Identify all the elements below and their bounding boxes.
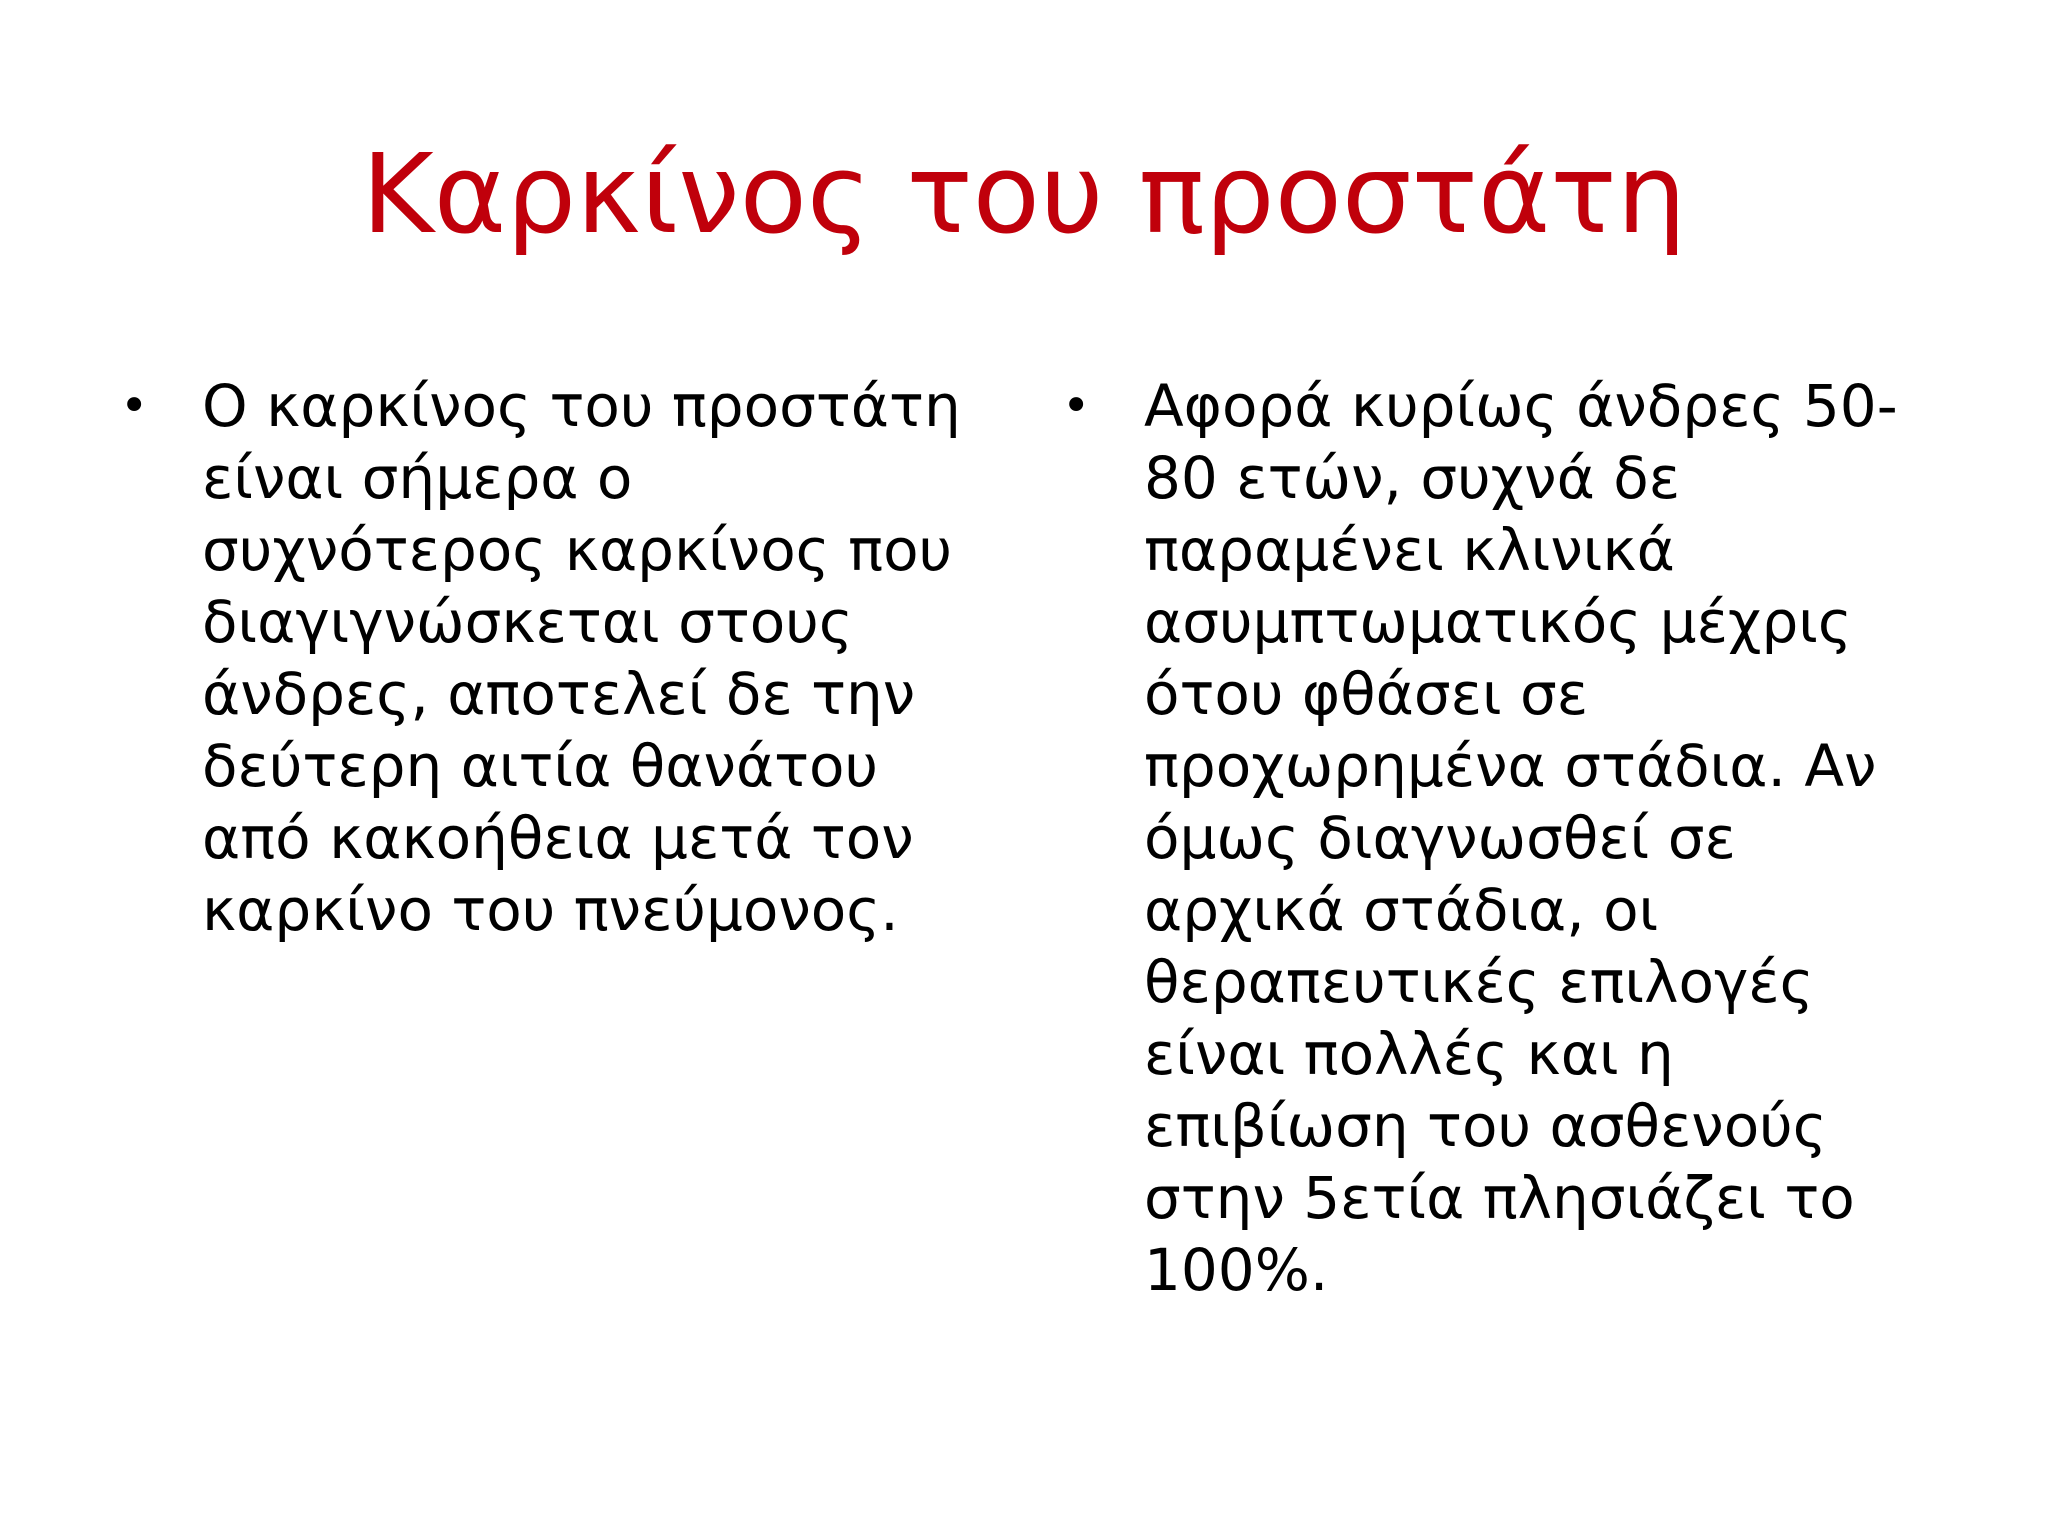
right-column — [1062, 370, 1962, 1306]
slide-title: Καρκίνος του προστάτη — [361, 130, 1687, 258]
left-column — [120, 370, 1000, 946]
right-bullet-text: Αφορά κυρίως άνδρες 50- 80 ετών, συχνά δε παραμένει κλινικά ασυμπτωματικός μέχρις ότου φθάσει σε προχωρημένα στάδια. Αν όμως διαγνωσθεί σε αρχικά στάδια, οι θεραπευτικές επιλογές είναι πολλές και η επιβίωση του ασθενούς στην 5ετία πλησιάζει το 100%. — [1144, 372, 1898, 1304]
bullet-icon: • — [120, 378, 149, 434]
bullet-icon: • — [1062, 378, 1091, 434]
bullet-item-left — [120, 370, 1000, 946]
left-bullet-text: Ο καρκίνος του προστάτη είναι σήμερα ο συχνότερος καρκίνος που διαγιγνώσκεται στους άνδρες, αποτελεί δε την δεύτερη αιτία θανάτου από κακοήθεια μετά τον καρκίνο του πνεύμονος. — [202, 372, 961, 944]
bullet-item-right — [1062, 370, 1962, 1306]
